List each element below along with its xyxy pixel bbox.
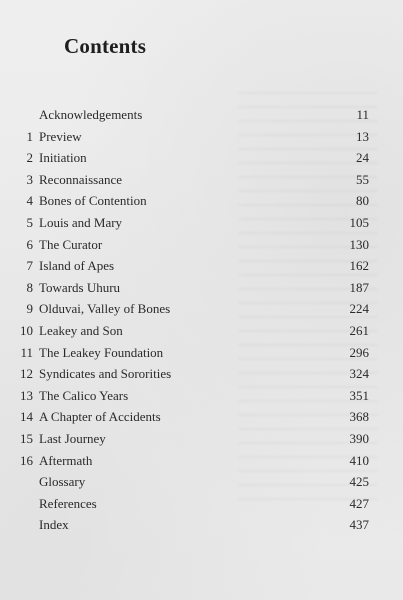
toc-entry bbox=[0, 453, 403, 473]
toc-entry bbox=[0, 107, 403, 127]
toc-chapter-title: References bbox=[39, 495, 97, 511]
toc-chapter-title: Bones of Contention bbox=[39, 193, 147, 209]
toc-entry bbox=[0, 474, 403, 494]
toc-chapter-title: A Chapter of Accidents bbox=[39, 409, 161, 425]
toc-entry bbox=[0, 237, 403, 257]
toc-chapter-title: Syndicates and Sororities bbox=[39, 366, 172, 382]
toc-chapter-number: 1 bbox=[26, 128, 33, 144]
toc-chapter-title: Acknowledgements bbox=[39, 107, 143, 122]
toc-chapter-number: 14 bbox=[20, 409, 33, 425]
toc-page-number: 224 bbox=[349, 301, 369, 317]
toc-chapter-title: Towards Uhuru bbox=[39, 279, 121, 295]
toc-page-number: 162 bbox=[349, 258, 369, 274]
toc-chapter-title: The Calico Years bbox=[39, 387, 129, 403]
toc-entry bbox=[0, 193, 403, 213]
toc-page-number: 13 bbox=[356, 128, 369, 144]
toc-chapter-title: The Curator bbox=[39, 236, 103, 252]
toc-chapter-number: 5 bbox=[26, 215, 33, 230]
toc-page-number: 410 bbox=[349, 452, 369, 468]
toc-chapter-title: Reconnaissance bbox=[39, 171, 123, 187]
toc-chapter-title: Preview bbox=[39, 128, 82, 144]
toc-page-number: 296 bbox=[349, 344, 369, 360]
page-title: Contents bbox=[64, 34, 147, 58]
toc-page-number: 390 bbox=[349, 431, 369, 446]
toc-chapter-number: 6 bbox=[26, 236, 33, 252]
toc-page-number: 80 bbox=[356, 193, 369, 209]
toc-page-number: 427 bbox=[349, 495, 369, 511]
toc-chapter-title: Aftermath bbox=[39, 452, 93, 468]
toc-entry bbox=[0, 301, 403, 321]
toc-page-number: 261 bbox=[349, 323, 369, 338]
toc-entry bbox=[0, 172, 403, 192]
toc-chapter-number: 2 bbox=[26, 150, 33, 166]
toc-chapter-number: 15 bbox=[20, 431, 33, 446]
toc-chapter-number: 16 bbox=[20, 452, 33, 468]
toc-entry bbox=[0, 366, 403, 386]
toc-chapter-title: Louis and Mary bbox=[39, 215, 123, 230]
toc-chapter-number: 12 bbox=[20, 366, 33, 382]
toc-entry bbox=[0, 323, 403, 343]
toc-chapter-number: 9 bbox=[26, 301, 33, 317]
toc-page-number: 437 bbox=[349, 517, 369, 533]
toc-chapter-number: 8 bbox=[26, 279, 33, 295]
toc-entry bbox=[0, 517, 403, 537]
toc-chapter-number: 4 bbox=[26, 193, 33, 209]
toc-chapter-title: Olduvai, Valley of Bones bbox=[39, 301, 171, 317]
toc-entry bbox=[0, 129, 403, 149]
toc-chapter-title: Leakey and Son bbox=[39, 323, 123, 338]
toc-chapter-title: Glossary bbox=[39, 474, 86, 490]
toc-page-number: 425 bbox=[349, 474, 369, 490]
toc-chapter-number: 3 bbox=[26, 171, 33, 187]
toc-entry bbox=[0, 258, 403, 278]
toc-entry bbox=[0, 215, 403, 235]
toc-entry bbox=[0, 496, 403, 516]
toc-chapter-number: 11 bbox=[20, 344, 33, 360]
toc-page-number: 130 bbox=[349, 236, 369, 252]
toc-chapter-title: Initiation bbox=[39, 150, 87, 166]
toc-chapter-title: Index bbox=[39, 517, 69, 533]
toc-page-number: 187 bbox=[349, 279, 369, 295]
toc-chapter-number: 7 bbox=[26, 258, 33, 274]
toc-entry bbox=[0, 345, 403, 365]
toc-chapter-number: 13 bbox=[20, 387, 33, 403]
toc-entry bbox=[0, 409, 403, 429]
toc-entry bbox=[0, 431, 403, 451]
toc-page-number: 105 bbox=[349, 215, 369, 230]
toc-chapter-title: The Leakey Foundation bbox=[39, 344, 164, 360]
toc-entry bbox=[0, 388, 403, 408]
toc-page-number: 55 bbox=[356, 171, 369, 187]
toc-chapter-title: Last Journey bbox=[39, 431, 106, 446]
toc-page-number: 368 bbox=[349, 409, 369, 425]
toc-chapter-title: Island of Apes bbox=[39, 258, 115, 274]
toc-entry bbox=[0, 280, 403, 300]
toc-entry bbox=[0, 150, 403, 170]
toc-page-number: 11 bbox=[356, 107, 369, 122]
toc-chapter-number: 10 bbox=[20, 323, 33, 338]
toc-page-number: 24 bbox=[356, 150, 369, 166]
toc-page-number: 324 bbox=[349, 366, 369, 382]
toc-page-number: 351 bbox=[349, 387, 369, 403]
